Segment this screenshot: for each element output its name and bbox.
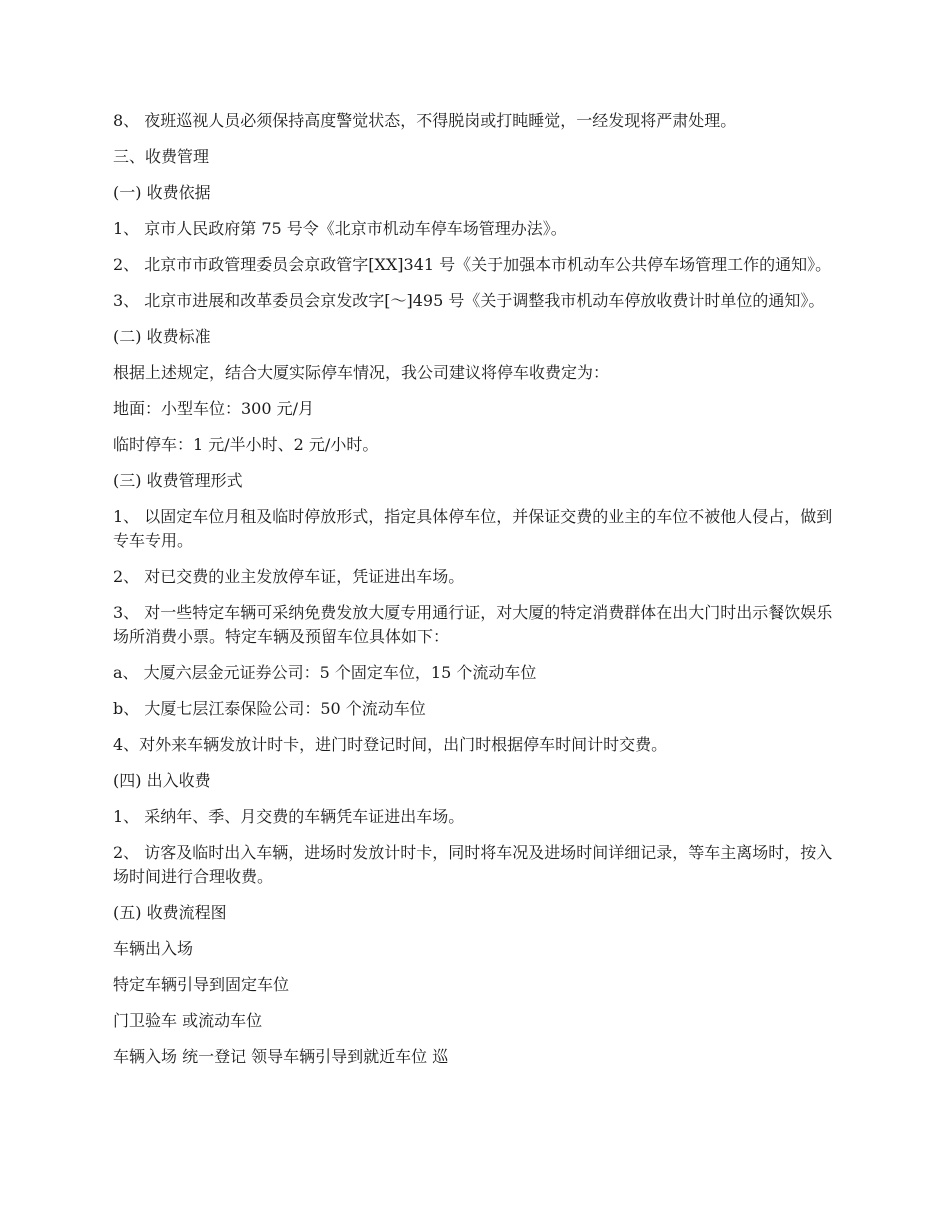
paragraph-entry-2: 2、 访客及临时出入车辆，进场时发放计时卡，同时将车况及进场时间详细记录，等车主离场时，按入场时间进行合理收费。 bbox=[113, 843, 833, 886]
paragraph-entry-1: 1、 采纳年、季、月交费的车辆凭车证进出车场。 bbox=[113, 807, 465, 826]
paragraph-form-2: 2、 对已交费的业主发放停车证，凭证进出车场。 bbox=[113, 567, 465, 586]
subsection-heading-fee-standard: (二) 收费标准 bbox=[113, 327, 211, 346]
section-heading-fee-management: 三、收费管理 bbox=[113, 147, 210, 166]
paragraph-basis-3: 3、 北京市进展和改革委员会京发改字[～]495 号《关于调整我市机动车停放收费计时单位的通知》。 bbox=[113, 291, 825, 310]
paragraph-temporary-rate: 临时停车：1 元/半小时、2 元/小时。 bbox=[113, 435, 379, 454]
paragraph-1: 8、 夜班巡视人员必须保持高度警觉状态，不得脱岗或打盹睡觉，一经发现将严肃处理。 bbox=[113, 111, 737, 130]
paragraph-form-3: 3、 对一些特定车辆可采纳免费发放大厦专用通行证，对大厦的特定消费群体在出大门时出示餐饮娱乐场所消费小票。特定车辆及预留车位具体如下： bbox=[113, 603, 833, 646]
paragraph-standard-intro: 根据上述规定，结合大厦实际停车情况，我公司建议将停车收费定为： bbox=[113, 363, 610, 382]
paragraph-basis-1: 1、 京市人民政府第 75 号令《北京市机动车停车场管理办法》。 bbox=[113, 219, 567, 238]
subsection-heading-management-form: (三) 收费管理形式 bbox=[113, 471, 243, 490]
flowchart-line-3: 门卫验车 或流动车位 bbox=[113, 1011, 263, 1030]
subsection-heading-fee-basis: (一) 收费依据 bbox=[113, 183, 211, 202]
flowchart-line-2: 特定车辆引导到固定车位 bbox=[113, 975, 290, 994]
paragraph-ground-rate: 地面：小型车位：300 元/月 bbox=[113, 399, 315, 418]
document-page bbox=[113, 109, 843, 1069]
paragraph-form-3b: b、 大厦七层江泰保险公司：50 个流动车位 bbox=[113, 699, 426, 718]
subsection-heading-entry-exit: (四) 出入收费 bbox=[113, 771, 211, 790]
paragraph-form-1: 1、 以固定车位月租及临时停放形式，指定具体停车位，并保证交费的业主的车位不被他人侵占，做到专车专用。 bbox=[113, 507, 833, 550]
flowchart-line-4: 车辆入场 统一登记 领导车辆引导到就近车位 巡 bbox=[113, 1047, 449, 1066]
subsection-heading-flowchart: (五) 收费流程图 bbox=[113, 903, 227, 922]
flowchart-line-1: 车辆出入场 bbox=[113, 939, 194, 958]
paragraph-form-3a: a、 大厦六层金元证券公司：5 个固定车位，15 个流动车位 bbox=[113, 663, 537, 682]
paragraph-basis-2: 2、 北京市市政管理委员会京政管字[XX]341 号《关于加强本市机动车公共停车场管理工作的通知》。 bbox=[113, 255, 832, 274]
paragraph-form-4: 4、对外来车辆发放计时卡，进门时登记时间，出门时根据停车时间计时交费。 bbox=[113, 735, 668, 754]
